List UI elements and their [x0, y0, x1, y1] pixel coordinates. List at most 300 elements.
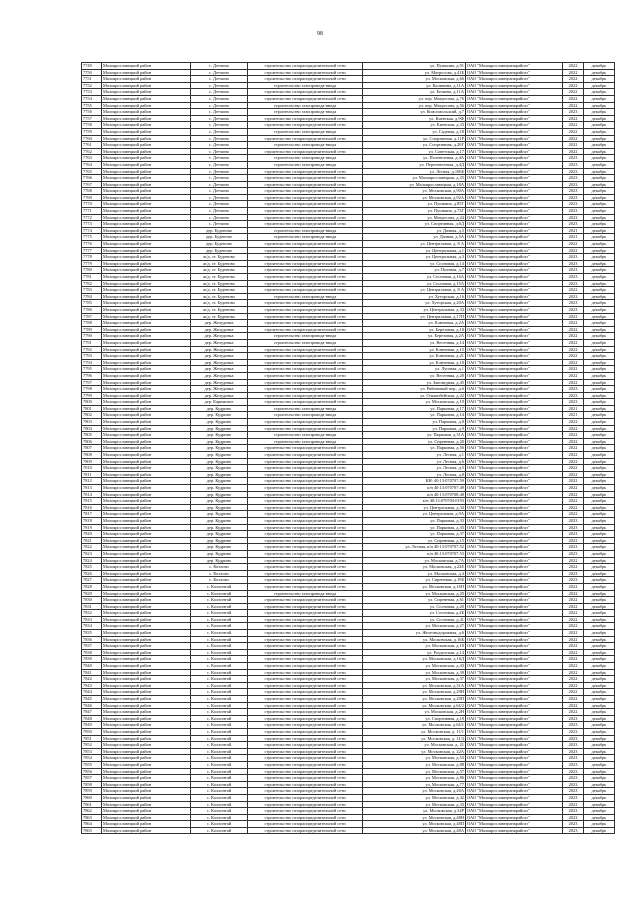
work-type-cell: строительство газораспределительной сети — [248, 801, 363, 808]
district-cell: Малоярославецкий район — [102, 498, 191, 505]
work-type-cell: строительство газораспределительной сети — [248, 372, 363, 379]
district-cell: Малоярославецкий район — [102, 689, 191, 696]
row-number-cell: 7844 — [82, 689, 102, 696]
work-type-cell: строительство газораспределительной сети — [248, 669, 363, 676]
work-type-cell: строительство газораспределительной сети — [248, 76, 363, 83]
address-cell: ул. Лесная, д.8 — [363, 471, 466, 478]
month-cell: декабрь — [584, 412, 615, 419]
work-type-cell: строительство газораспределительной сети — [248, 280, 363, 287]
work-type-cell: строительство газораспределительной сети — [248, 531, 363, 538]
month-cell: декабрь — [584, 175, 615, 182]
table-row — [82, 504, 615, 511]
year-cell: 2021 — [563, 227, 584, 234]
month-cell: декабрь — [584, 478, 615, 485]
work-type-cell: строительство газораспределительной сети — [248, 306, 363, 313]
work-type-cell: строительство газораспределительной сети — [248, 221, 363, 228]
district-cell: Малоярославецкий район — [102, 82, 191, 89]
row-number-cell: 7841 — [82, 669, 102, 676]
work-type-cell: строительство газораспределительной сети — [248, 709, 363, 716]
work-type-cell: строительство газораспределительной сети — [248, 287, 363, 294]
address-cell: ул. Парковая, д.8 — [363, 419, 466, 426]
table-row — [82, 221, 615, 228]
locality-cell: с. Коллонтай — [191, 636, 248, 643]
locality-cell: дер. Кудрино — [191, 425, 248, 432]
address-cell: к/н 40:13:070707:53 — [363, 550, 466, 557]
year-cell: 2022 — [563, 287, 584, 294]
year-cell: 2022 — [563, 504, 584, 511]
month-cell: декабрь — [584, 616, 615, 623]
table-row — [82, 761, 615, 768]
district-cell: Малоярославецкий район — [102, 300, 191, 307]
locality-cell: дер. Кудрино — [191, 511, 248, 518]
locality-cell: с. Коллонтай — [191, 728, 248, 735]
address-cell: ул. Центральная, д.34 — [363, 504, 466, 511]
organization-cell: ОАО "Малоярославецмежрайгаз" — [466, 306, 563, 313]
work-type-cell: строительство газораспределительной сети — [248, 201, 363, 208]
month-cell: декабрь — [584, 498, 615, 505]
row-number-cell: 7842 — [82, 676, 102, 683]
month-cell: декабрь — [584, 320, 615, 327]
address-cell: ул. Московская, д. 21 — [363, 742, 466, 749]
month-cell: декабрь — [584, 728, 615, 735]
row-number-cell: 7848 — [82, 715, 102, 722]
address-cell: ул. Пушкина, д.91 — [363, 63, 466, 70]
year-cell: 2022 — [563, 339, 584, 346]
organization-cell: ОАО "Малоярославецмежрайгаз" — [466, 511, 563, 518]
row-number-cell: 7857 — [82, 775, 102, 782]
work-type-cell: строительство газораспределительной сети — [248, 247, 363, 254]
organization-cell: ОАО "Малоярославецмежрайгаз" — [466, 603, 563, 610]
year-cell: 2022 — [563, 432, 584, 439]
table-row — [82, 570, 615, 577]
organization-cell: ОАО "Малоярославецмежрайгаз" — [466, 386, 563, 393]
address-cell: ул. Рябиновый пер., д.6 — [363, 386, 466, 393]
year-cell: 2023 — [563, 814, 584, 821]
month-cell: декабрь — [584, 359, 615, 366]
row-number-cell: 7761 — [82, 142, 102, 149]
locality-cell: ж/д. ст. Буденово — [191, 254, 248, 261]
organization-cell: ОАО "Малоярославецмежрайгаз" — [466, 550, 563, 557]
organization-cell: ОАО "Малоярославецмежрайгаз" — [466, 438, 563, 445]
table-row — [82, 181, 615, 188]
year-cell: 2023 — [563, 577, 584, 584]
address-cell: ул. Пушкина, д.85Г — [363, 201, 466, 208]
table-row — [82, 788, 615, 795]
year-cell: 2022 — [563, 353, 584, 360]
month-cell: декабрь — [584, 445, 615, 452]
address-cell: ул. Сосновая, д.20 — [363, 603, 466, 610]
organization-cell: ОАО "Малоярославецмежрайгаз" — [466, 175, 563, 182]
address-cell: ул. Московская, д.92А — [363, 194, 466, 201]
table-row — [82, 412, 615, 419]
month-cell: декабрь — [584, 722, 615, 729]
table-row — [82, 715, 615, 722]
address-cell: ул. Парковая, д.9 — [363, 425, 466, 432]
locality-cell: дер. Желудовка — [191, 386, 248, 393]
work-type-cell: строительство газораспределительной сети — [248, 781, 363, 788]
organization-cell: ОАО "Малоярославецмежрайгаз" — [466, 425, 563, 432]
organization-cell: ОАО "Малоярославецмежрайгаз" — [466, 274, 563, 281]
year-cell: 2022 — [563, 689, 584, 696]
locality-cell: дер. Кудрино — [191, 471, 248, 478]
row-number-cell: 7825 — [82, 564, 102, 571]
table-row — [82, 669, 615, 676]
work-type-cell: строительство газораспределительной сети — [248, 537, 363, 544]
locality-cell: с. Детчино — [191, 148, 248, 155]
organization-cell: ОАО "Малоярославецмежрайгаз" — [466, 768, 563, 775]
year-cell: 2023 — [563, 801, 584, 808]
table-row — [82, 432, 615, 439]
address-cell: ул. Ключевая, д.18 — [363, 359, 466, 366]
month-cell: декабрь — [584, 649, 615, 656]
address-cell: ул. Московская, д.2Н — [363, 709, 466, 716]
district-cell: Малоярославецкий район — [102, 386, 191, 393]
row-number-cell: 7808 — [82, 452, 102, 459]
address-cell: ул. Московская, д.90А — [363, 188, 466, 195]
month-cell: декабрь — [584, 643, 615, 650]
table-row — [82, 794, 615, 801]
table-row — [82, 313, 615, 320]
year-cell: 2023 — [563, 175, 584, 182]
table-row — [82, 478, 615, 485]
locality-cell: ж/д. ст. Буденово — [191, 267, 248, 274]
district-cell: Малоярославецкий район — [102, 221, 191, 228]
organization-cell: ОАО "Малоярославецмежрайгаз" — [466, 531, 563, 538]
year-cell: 2023 — [563, 808, 584, 815]
table-row — [82, 201, 615, 208]
organization-cell: ОАО "Малоярославецмежрайгаз" — [466, 636, 563, 643]
year-cell: 2021 — [563, 405, 584, 412]
district-cell: Малоярославецкий район — [102, 188, 191, 195]
work-type-cell: строительство газопровода-ввода — [248, 412, 363, 419]
district-cell: Малоярославецкий район — [102, 63, 191, 70]
district-cell: Малоярославецкий район — [102, 274, 191, 281]
district-cell: Малоярославецкий район — [102, 616, 191, 623]
locality-cell: дер. Кудрино — [191, 458, 248, 465]
organization-cell: ОАО "Малоярославецмежрайгаз" — [466, 590, 563, 597]
row-number-cell: 7756 — [82, 109, 102, 116]
locality-cell: дер. Кудрино — [191, 432, 248, 439]
year-cell: 2022 — [563, 379, 584, 386]
month-cell: декабрь — [584, 221, 615, 228]
month-cell: декабрь — [584, 557, 615, 564]
locality-cell: дер. Желудовка — [191, 392, 248, 399]
month-cell: декабрь — [584, 181, 615, 188]
address-cell: ул. Московская, д.66 — [363, 76, 466, 83]
month-cell: декабрь — [584, 128, 615, 135]
district-cell: Малоярославецкий район — [102, 214, 191, 221]
work-type-cell: строительство газораспределительной сети — [248, 550, 363, 557]
year-cell: 2023 — [563, 761, 584, 768]
locality-cell: дер. Желудовка — [191, 333, 248, 340]
month-cell: декабрь — [584, 471, 615, 478]
table-row — [82, 610, 615, 617]
work-type-cell: строительство газораспределительной сети — [248, 715, 363, 722]
row-number-cell: 7839 — [82, 656, 102, 663]
organization-cell: ОАО "Малоярославецмежрайгаз" — [466, 742, 563, 749]
work-type-cell: строительство газораспределительной сети — [248, 208, 363, 215]
address-cell: ул. Центральная, д. 8 А — [363, 241, 466, 248]
row-number-cell: 7822 — [82, 544, 102, 551]
table-row — [82, 366, 615, 373]
locality-cell: с. Коллонтай — [191, 583, 248, 590]
organization-cell: ОАО "Малоярославецмежрайгаз" — [466, 346, 563, 353]
organization-cell: ОАО "Малоярославецмежрайгаз" — [466, 689, 563, 696]
year-cell: 2023 — [563, 161, 584, 168]
organization-cell: ОАО "Малоярославецмежрайгаз" — [466, 208, 563, 215]
table-row — [82, 346, 615, 353]
organization-cell: ОАО "Малоярославецмежрайгаз" — [466, 597, 563, 604]
month-cell: декабрь — [584, 293, 615, 300]
address-cell: ул. Сосновая, д.14 — [363, 260, 466, 267]
table-row — [82, 168, 615, 175]
year-cell: 2022 — [563, 557, 584, 564]
work-type-cell: строительство газораспределительной сети — [248, 630, 363, 637]
organization-cell: ОАО "Малоярославецмежрайгаз" — [466, 630, 563, 637]
year-cell: 2022 — [563, 663, 584, 670]
year-cell: 2022 — [563, 458, 584, 465]
year-cell: 2023 — [563, 715, 584, 722]
year-cell: 2023 — [563, 201, 584, 208]
month-cell: декабрь — [584, 419, 615, 426]
district-cell: Малоярославецкий район — [102, 603, 191, 610]
organization-cell: ОАО "Малоярославецмежрайгаз" — [466, 755, 563, 762]
month-cell: декабрь — [584, 274, 615, 281]
month-cell: декабрь — [584, 821, 615, 828]
table-row — [82, 339, 615, 346]
organization-cell: ОАО "Малоярославецмежрайгаз" — [466, 168, 563, 175]
table-row — [82, 194, 615, 201]
table-row — [82, 557, 615, 564]
work-type-cell: строительство газораспределительной сети — [248, 148, 363, 155]
year-cell: 2022 — [563, 649, 584, 656]
locality-cell: с. Коллонтай — [191, 597, 248, 604]
work-type-cell: строительство газораспределительной сети — [248, 452, 363, 459]
organization-cell: ОАО "Малоярославецмежрайгаз" — [466, 498, 563, 505]
locality-cell: ж/д. ст. Буденово — [191, 260, 248, 267]
row-number-cell: 7856 — [82, 768, 102, 775]
locality-cell: с. Детчино — [191, 128, 248, 135]
address-cell: ул. Калинина, д.11А — [363, 82, 466, 89]
district-cell: Малоярославецкий район — [102, 636, 191, 643]
district-cell: Малоярославецкий район — [102, 353, 191, 360]
year-cell: 2023 — [563, 735, 584, 742]
address-cell: ул. Сосновая, д.2Б — [363, 610, 466, 617]
address-cell: ул. Парковая, д.56 — [363, 445, 466, 452]
address-cell: ул. Сиреневая, д.19Б — [363, 577, 466, 584]
work-type-cell: строительство газораспределительной сети — [248, 214, 363, 221]
district-cell: Малоярославецкий район — [102, 89, 191, 96]
district-cell: Малоярославецкий район — [102, 643, 191, 650]
organization-cell: ОАО "Малоярославецмежрайгаз" — [466, 320, 563, 327]
row-number-cell: 7837 — [82, 643, 102, 650]
year-cell: 2022 — [563, 452, 584, 459]
year-cell: 2022 — [563, 583, 584, 590]
locality-cell: дер. Кудрино — [191, 412, 248, 419]
row-number-cell: 7764 — [82, 161, 102, 168]
year-cell: 2021 — [563, 412, 584, 419]
locality-cell: ж/д. ст. Буденово — [191, 274, 248, 281]
locality-cell: с. Коллонтай — [191, 610, 248, 617]
locality-cell: с. Детчино — [191, 161, 248, 168]
district-cell: Малоярославецкий район — [102, 808, 191, 815]
address-cell: ул. Лесная, к/н 40:13:070707:52 — [363, 544, 466, 551]
year-cell: 2023 — [563, 748, 584, 755]
year-cell: 2023 — [563, 300, 584, 307]
work-type-cell: строительство газораспределительной сети — [248, 696, 363, 703]
row-number-cell: 7829 — [82, 590, 102, 597]
month-cell: декабрь — [584, 517, 615, 524]
table-row — [82, 458, 615, 465]
locality-cell: дер. Кудрино — [191, 452, 248, 459]
organization-cell: ОАО "Малоярославецмежрайгаз" — [466, 656, 563, 663]
address-cell: ул. Беляева, д.11А — [363, 89, 466, 96]
table-row — [82, 597, 615, 604]
table-row — [82, 214, 615, 221]
organization-cell: ОАО "Малоярославецмежрайгаз" — [466, 339, 563, 346]
month-cell: декабрь — [584, 102, 615, 109]
work-type-cell: строительство газораспределительной сети — [248, 267, 363, 274]
row-number-cell: 7751 — [82, 76, 102, 83]
address-cell: КН: 40:13:070707:59 — [363, 478, 466, 485]
month-cell: декабрь — [584, 814, 615, 821]
district-cell: Малоярославецкий район — [102, 663, 191, 670]
work-type-cell: строительство газораспределительной сети — [248, 445, 363, 452]
month-cell: декабрь — [584, 306, 615, 313]
address-cell: ул. Киевская, д.9Ф — [363, 115, 466, 122]
month-cell: декабрь — [584, 511, 615, 518]
organization-cell: ОАО "Малоярославецмежрайгаз" — [466, 524, 563, 531]
locality-cell: с. Коллонтай — [191, 827, 248, 834]
work-type-cell: строительство газораспределительной сети — [248, 768, 363, 775]
organization-cell: ОАО "Малоярославецмежрайгаз" — [466, 616, 563, 623]
month-cell: декабрь — [584, 142, 615, 149]
row-number-cell: 7821 — [82, 537, 102, 544]
organization-cell: ОАО "Малоярославецмежрайгаз" — [466, 715, 563, 722]
locality-cell: дер. Буденово — [191, 241, 248, 248]
work-type-cell: строительство газопровода-ввода — [248, 155, 363, 162]
district-cell: Малоярославецкий район — [102, 359, 191, 366]
locality-cell: с. Детчино — [191, 155, 248, 162]
locality-cell: с. Козлово — [191, 564, 248, 571]
organization-cell: ОАО "Малоярославецмежрайгаз" — [466, 214, 563, 221]
organization-cell: ОАО "Малоярославецмежрайгаз" — [466, 399, 563, 406]
locality-cell: дер. Кудрино — [191, 478, 248, 485]
month-cell: декабрь — [584, 155, 615, 162]
address-cell: ул. Московская, д.26А — [363, 788, 466, 795]
work-type-cell: строительство газопровода-ввода — [248, 590, 363, 597]
table-row — [82, 643, 615, 650]
address-cell: ул. Московская, д.42 — [363, 794, 466, 801]
organization-cell: ОАО "Малоярославецмежрайгаз" — [466, 405, 563, 412]
table-row — [82, 102, 615, 109]
table-row — [82, 63, 615, 70]
district-cell: Малоярославецкий район — [102, 293, 191, 300]
address-cell: к/н 40:13:070708:48 — [363, 491, 466, 498]
work-type-cell: строительство газораспределительной сети — [248, 794, 363, 801]
row-number-cell: 7755 — [82, 102, 102, 109]
work-type-cell: строительство газопровода-ввода — [248, 333, 363, 340]
month-cell: декабрь — [584, 241, 615, 248]
district-cell: Малоярославецкий район — [102, 372, 191, 379]
table-row — [82, 722, 615, 729]
row-number-cell: 7860 — [82, 794, 102, 801]
district-cell: Малоярославецкий район — [102, 709, 191, 716]
district-cell: Малоярославецкий район — [102, 201, 191, 208]
locality-cell: с. Детчино — [191, 214, 248, 221]
year-cell: 2022 — [563, 419, 584, 426]
organization-cell: ОАО "Малоярославецмежрайгаз" — [466, 280, 563, 287]
locality-cell: дер. Кудрино — [191, 517, 248, 524]
locality-cell: с. Детчино — [191, 201, 248, 208]
month-cell: декабрь — [584, 544, 615, 551]
table-row — [82, 208, 615, 215]
work-type-cell: строительство газораспределительной сети — [248, 425, 363, 432]
work-type-cell: строительство газораспределительной сети — [248, 682, 363, 689]
organization-cell: ОАО "Малоярославецмежрайгаз" — [466, 372, 563, 379]
address-cell: ул. Московская, д.34Р — [363, 808, 466, 815]
month-cell: декабрь — [584, 89, 615, 96]
table-row — [82, 300, 615, 307]
row-number-cell: 7847 — [82, 709, 102, 716]
work-type-cell: строительство газораспределительной сети — [248, 392, 363, 399]
address-cell: ул. Парковая, д.35 — [363, 524, 466, 531]
locality-cell: дер. Желудовка — [191, 339, 248, 346]
row-number-cell: 7793 — [82, 353, 102, 360]
organization-cell: ОАО "Малоярославецмежрайгаз" — [466, 122, 563, 129]
table-row — [82, 676, 615, 683]
month-cell: декабрь — [584, 366, 615, 373]
row-number-cell: 7809 — [82, 458, 102, 465]
row-number-cell: 7852 — [82, 742, 102, 749]
locality-cell: дер. Желудовка — [191, 346, 248, 353]
year-cell: 2022 — [563, 616, 584, 623]
month-cell: декабрь — [584, 676, 615, 683]
row-number-cell: 7802 — [82, 412, 102, 419]
month-cell: декабрь — [584, 208, 615, 215]
row-number-cell: 7803 — [82, 419, 102, 426]
district-cell: Малоярославецкий район — [102, 445, 191, 452]
table-row — [82, 590, 615, 597]
month-cell: декабрь — [584, 537, 615, 544]
table-row — [82, 452, 615, 459]
address-cell: ул. Матросова, д.41Б — [363, 69, 466, 76]
address-cell: ул. Московская, д.29П — [363, 696, 466, 703]
address-cell: ул. Лесная, д.5 — [363, 465, 466, 472]
year-cell: 2022 — [563, 491, 584, 498]
work-type-cell: строительство газораспределительной сети — [248, 458, 363, 465]
row-number-cell: 7765 — [82, 168, 102, 175]
address-cell: ул. Парковая, д.31А — [363, 432, 466, 439]
organization-cell: ОАО "Малоярославецмежрайгаз" — [466, 808, 563, 815]
month-cell: декабрь — [584, 438, 615, 445]
address-cell: ул. Малоярославецкая, д.25 — [363, 175, 466, 182]
organization-cell: ОАО "Малоярославецмежрайгаз" — [466, 577, 563, 584]
row-number-cell: 7771 — [82, 208, 102, 215]
organization-cell: ОАО "Малоярославецмежрайгаз" — [466, 564, 563, 571]
month-cell: декабрь — [584, 485, 615, 492]
month-cell: декабрь — [584, 392, 615, 399]
organization-cell: ОАО "Малоярославецмежрайгаз" — [466, 326, 563, 333]
table-row — [82, 801, 615, 808]
year-cell: 2022 — [563, 326, 584, 333]
locality-cell: с. Коллонтай — [191, 821, 248, 828]
address-cell: к/н 40:13:070704:0193 — [363, 498, 466, 505]
district-cell: Малоярославецкий район — [102, 326, 191, 333]
locality-cell: с. Детчино — [191, 89, 248, 96]
work-type-cell: строительство газораспределительной сети — [248, 663, 363, 670]
organization-cell: ОАО "Малоярославецмежрайгаз" — [466, 63, 563, 70]
